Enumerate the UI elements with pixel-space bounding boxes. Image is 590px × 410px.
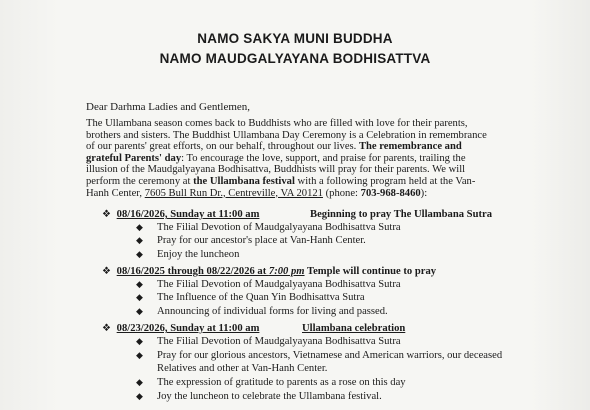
- intro-line: The Ullambana season comes back to Buddhists who are filled with love for their parents,: [86, 118, 468, 129]
- list-item: ◆ The Filial Devotion of Maudgalyayana Bodhisattva Sutra: [136, 336, 401, 347]
- program-section-header: [102, 209, 492, 220]
- bullet-icon: ◆: [136, 391, 143, 401]
- bullet-icon: ◆: [136, 292, 143, 302]
- bullet-icon: ◆: [136, 249, 143, 259]
- list-item: ◆ The expression of gratitude to parents as a rose on this day: [136, 377, 406, 388]
- bullet-icon: ◆: [136, 377, 143, 387]
- intro-line: Hanh Center, 7605 Bull Run Dr., Centreville, VA 20121 (phone: 703-968-8460):: [86, 187, 428, 199]
- program-section-header: [102, 323, 406, 334]
- section-event: Temple will continue to pray: [304, 266, 437, 277]
- bullet-icon: ◆: [136, 222, 143, 232]
- diamond-bullet-icon: ❖: [102, 323, 111, 334]
- intro-paragraph: [86, 118, 526, 199]
- bullet-icon: ◆: [136, 279, 143, 289]
- list-item: ◆ The Filial Devotion of Maudgalyayana Bodhisattva Sutra: [136, 279, 401, 290]
- intro-line: of our parents' great efforts, on our behalf, throughout our lives. The remembrance and: [86, 141, 462, 153]
- list-item: ◆ The Influence of the Quan Yin Bodhisattva Sutra: [136, 292, 365, 303]
- diamond-bullet-icon: ❖: [102, 266, 111, 277]
- program-section-header: [102, 266, 436, 277]
- intro-line: perform the ceremony at the Ullambana festival with a following program held at the Van-: [86, 175, 476, 187]
- title-line-2: NAMO MAUDGALYAYANA BODHISATTVA: [159, 51, 431, 66]
- list-item: ◆ Joy the luncheon to celebrate the Ullambana festival.: [136, 391, 382, 402]
- section-event: Ullambana celebration: [302, 323, 406, 334]
- list-item: ◆ The Filial Devotion of Maudgalyayana Bodhisattva Sutra: [136, 222, 401, 233]
- bullet-icon: ◆: [136, 336, 143, 346]
- list-item-continuation: Relatives and other at Van-Hanh Center.: [157, 363, 328, 374]
- bullet-icon: ◆: [136, 306, 143, 316]
- section-date: 08/16/2026, Sunday at 11:00 am: [116, 209, 260, 220]
- bullet-icon: ◆: [136, 350, 143, 360]
- list-item: ◆ Pray for our ancestor's place at Van-Hanh Center.: [136, 235, 366, 246]
- intro-line: illusion of the Maudgalyayana Bodhisattva, Buddhists will pray for their parents. We will: [86, 164, 466, 176]
- list-item: ◆ Announcing of individual forms for living and passed.: [136, 306, 388, 317]
- section-date: 08/23/2026, Sunday at 11:00 am: [116, 323, 260, 334]
- intro-line: grateful Parents' day: To encourage the love, support, and praise for parents, trailing the: [86, 152, 466, 164]
- title-line-1: NAMO SAKYA MUNI BUDDHA: [197, 31, 393, 46]
- section-date: 08/16/2025 through 08/22/2026 at 7:00 pm: [116, 266, 305, 277]
- bullet-icon: ◆: [136, 235, 143, 245]
- intro-line: brothers and sisters. The Buddhist Ullambana Day Ceremony is a Celebration in remembrance: [86, 129, 487, 141]
- list-item: ◆ Pray for our glorious ancestors, Vietnamese and American warriors, our deceased: [136, 350, 503, 361]
- section-event: Beginning to pray The Ullambana Sutra: [310, 209, 492, 220]
- diamond-bullet-icon: ❖: [102, 209, 111, 220]
- list-item: ◆ Enjoy the luncheon: [136, 249, 240, 260]
- salutation: Dear Darhma Ladies and Gentlemen,: [86, 101, 251, 113]
